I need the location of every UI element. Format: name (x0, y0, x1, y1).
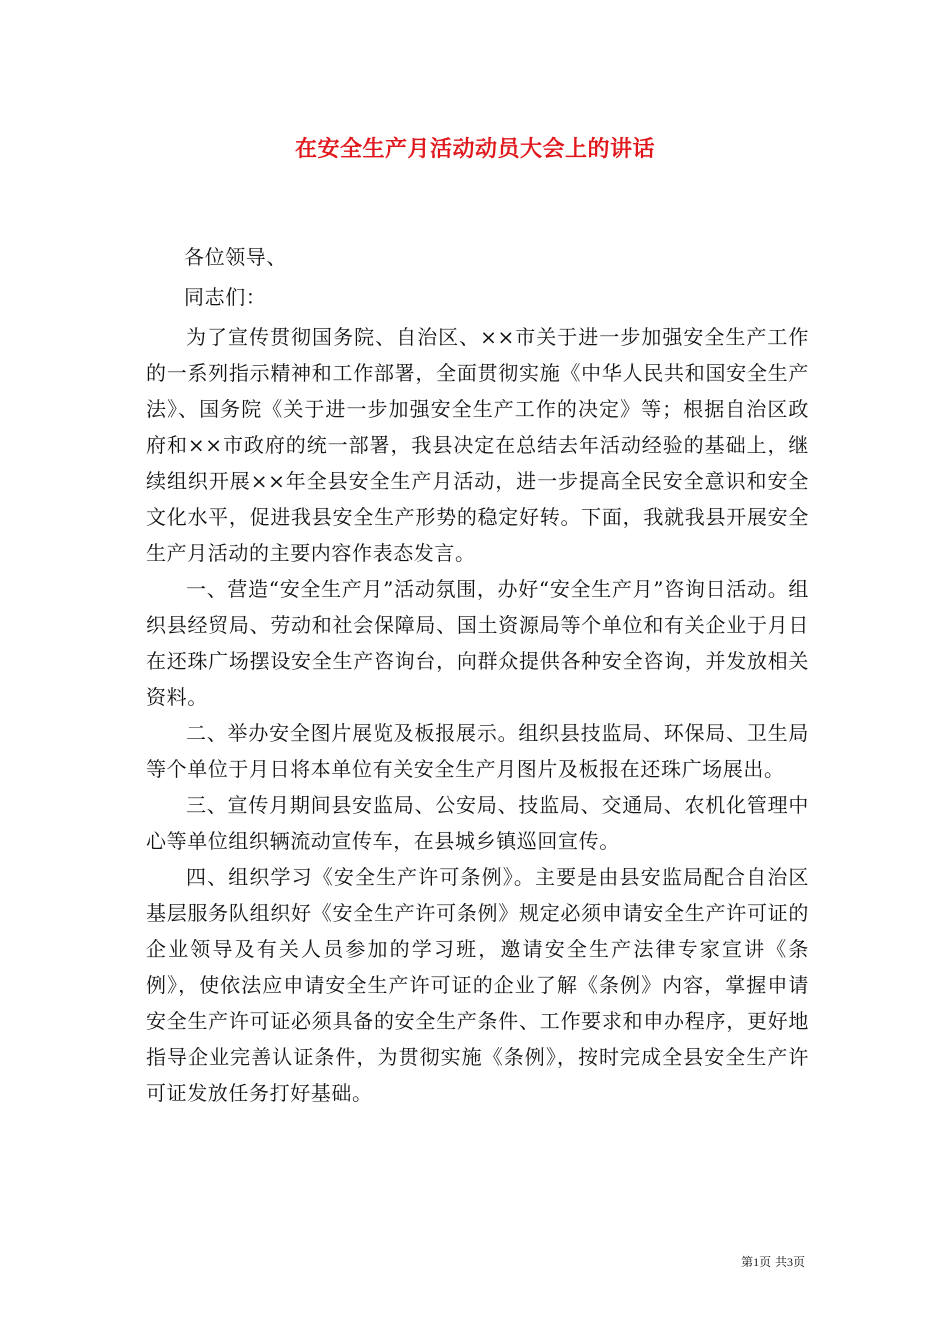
paragraph-item-3: 三、宣传月期间县安监局、公安局、技监局、交通局、农机化管理中心等单位组织辆流动宣传车，在县城乡镇巡回宣传。 (146, 793, 809, 853)
greeting-line-2: 同志们： (184, 285, 267, 309)
document-body (146, 239, 809, 1111)
paragraph-intro: 为了宣传贯彻国务院、自治区、××市关于进一步加强安全生产工作的一系列指示精神和工作部署，全面贯彻实施《中华人民共和国安全生产法》、国务院《关于进一步加强安全生产工作的决定》等；根据自治区政府和××市政府的统一部署，我县决定在总结去年活动经验的基础上，继续组织开展××年全县安全生产月活动，进一步提高全民安全意识和安全文化水平，促进我县安全生产形势的稳定好转。下面，我就我县开展安全生产月活动的主要内容作表态发言。 (146, 325, 809, 565)
footer-total-pages: 3 (786, 1255, 793, 1269)
page-number-footer (0, 1253, 805, 1270)
paragraph-item-1: 一、营造“安全生产月”活动氛围，办好“安全生产月”咨询日活动。组织县经贸局、劳动和社会保障局、国土资源局等个单位和有关企业于月日在还珠广场摆设安全生产咨询台，向群众提供各种安全咨询，并发放相关资料。 (146, 577, 809, 709)
greeting-line-1: 各位领导、 (184, 245, 287, 269)
footer-middle: 页 共 (759, 1255, 787, 1269)
footer-prefix: 第 (741, 1255, 754, 1269)
footer-current-page: 1 (753, 1255, 760, 1269)
footer-suffix: 页 (792, 1255, 805, 1269)
document-title: 在安全生产月活动动员大会上的讲话 (294, 136, 655, 162)
paragraph-item-4: 四、组织学习《安全生产许可条例》。主要是由县安监局配合自治区基层服务队组织好《安全生产许可条例》规定必须申请安全生产许可证的企业领导及有关人员参加的学习班，邀请安全生产法律专家宣讲《条例》，使依法应申请安全生产许可证的企业了解《条例》内容，掌握申请安全生产许可证必须具备的安全生产条件、工作要求和申办程序，更好地指导企业完善认证条件，为贯彻实施《条例》，按时完成全县安全生产许可证发放任务打好基础。 (146, 865, 809, 1105)
paragraph-item-2: 二、举办安全图片展览及板报展示。组织县技监局、环保局、卫生局等个单位于月日将本单位有关安全生产月图片及板报在还珠广场展出。 (146, 721, 809, 781)
